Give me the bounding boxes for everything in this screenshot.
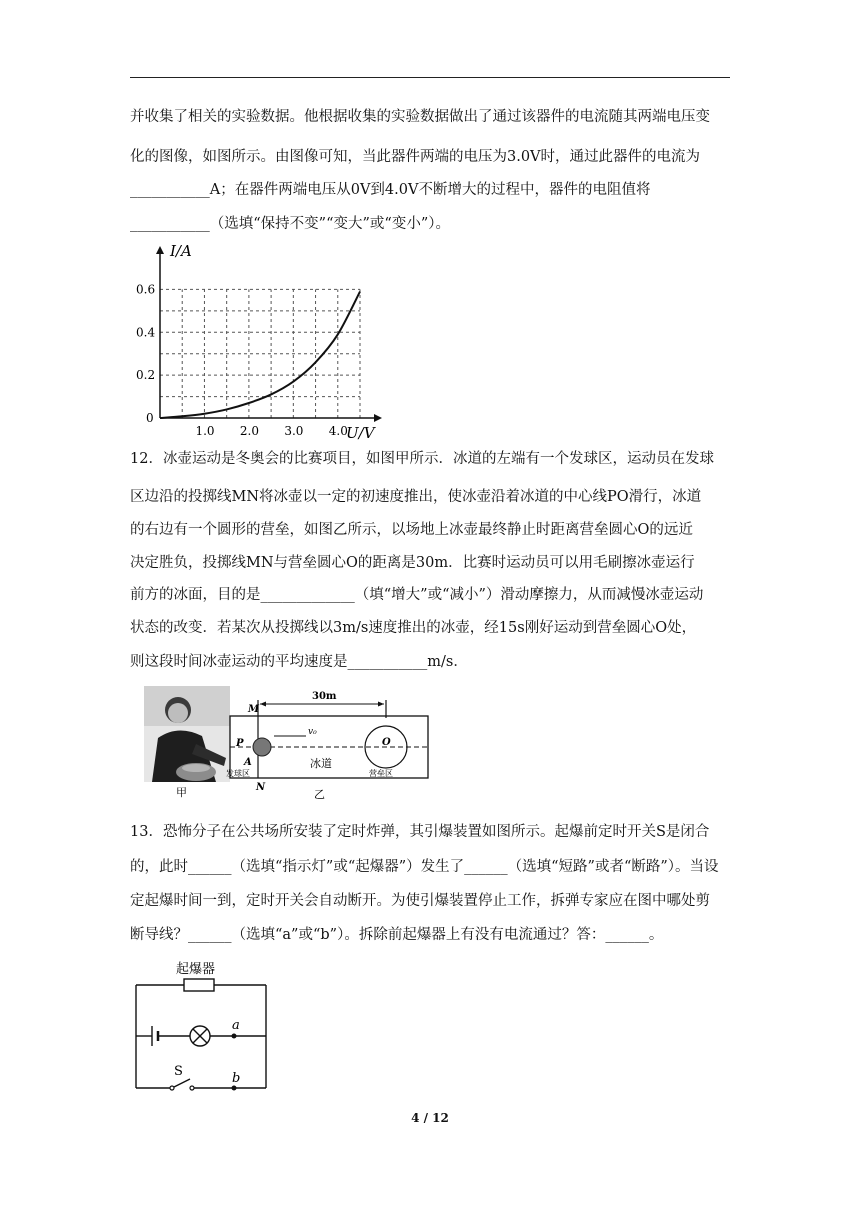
label-b-point: b [232, 1071, 241, 1086]
x-tick-label: 4.0 [328, 424, 348, 438]
x-axis-label: U/V [346, 424, 375, 442]
timer-switch [174, 1079, 190, 1087]
x-tick-label: 1.0 [195, 424, 215, 438]
point-b [232, 1086, 237, 1091]
figure-yi-diagram [224, 686, 434, 804]
q12-line-3: 的右边有一个圆形的营垒，如图乙所示，以场地上冰壶最终静止时距离营垒圆心O的远近 [130, 522, 693, 538]
distance-label: 30m [312, 691, 337, 702]
circuit-diagram [130, 955, 280, 1095]
y-axis-arrow [156, 246, 164, 254]
header-rule [130, 77, 730, 78]
origin-label: 0 [146, 411, 154, 425]
label-o: O [382, 737, 391, 748]
page-number: 4 / 12 [411, 1111, 449, 1125]
switch-label: S [174, 1064, 183, 1079]
q11-line-3: ___________A；在器件两端电压从0V到4.0V不断增大的过程中，器件的电阻值将 [130, 182, 651, 198]
y-tick-label: 0.2 [136, 368, 156, 383]
curling-stone-diagram [253, 738, 271, 756]
label-m: M [248, 704, 260, 715]
q13-line-3: 定起爆时间一到，定时开关会自动断开。为使引爆装置停止工作，拆弹专家应在图中哪处剪 [130, 893, 710, 909]
label-p: P [236, 738, 244, 749]
label-lane: 冰道 [310, 757, 332, 770]
q12-line-7: 则这段时间冰壶运动的平均速度是___________m/s． [130, 654, 468, 670]
q13-line-1: 13．恐怖分子在公共场所安装了定时炸弹，其引爆装置如图所示。起爆前定时开关S是闭合 [130, 824, 710, 840]
q13-line-4: 断导线？______（选填“a”或“b”）。拆除前起爆器上有没有电流通过？答：______。 [130, 927, 664, 943]
caption-yi: 乙 [314, 788, 325, 801]
x-tick-label: 2.0 [239, 424, 259, 438]
q11-line-2: 化的图像，如图所示。由图像可知，当此器件两端的电压为3.0V时，通过此器件的电流为 [130, 149, 701, 165]
detonator-resistor [184, 979, 214, 991]
q12-line-2: 区边沿的投掷线MN将冰壶以一定的初速度推出，使冰壶沿着冰道的中心线PO滑行，冰道 [130, 489, 702, 505]
velocity-label: v₀ [308, 727, 317, 737]
y-tick-label: 0.4 [136, 325, 156, 340]
y-axis-label: I/A [170, 242, 192, 260]
x-tick-label: 3.0 [284, 424, 304, 438]
point-a [232, 1034, 237, 1039]
label-start-zone: 发球区 [226, 769, 250, 778]
detonator-label: 起爆器 [176, 962, 216, 977]
iu-chart [130, 242, 375, 445]
y-tick-label: 0.6 [136, 282, 156, 297]
q12-line-1: 12．冰壶运动是冬奥会的比赛项目，如图甲所示．冰道的左端有一个发球区，运动员在发球 [130, 451, 714, 467]
q12-line-5: 前方的冰面，目的是_____________（填“增大”或“减小”）滑动摩擦力，从而减慢冰壶运动 [130, 587, 704, 603]
label-house-zone: 营垒区 [369, 769, 393, 778]
label-n: N [256, 782, 266, 793]
caption-jia: 甲 [176, 786, 187, 799]
q11-line-4: ___________（选填“保持不变”“变大”或“变小”）。 [130, 216, 450, 232]
label-a: A [244, 757, 252, 768]
chart-ticks [136, 282, 348, 438]
q13-line-2: 的，此时______（选填“指示灯”或“起爆器”）发生了______（选填“短路”或者“断路”）。当设 [130, 859, 719, 875]
label-a-point: a [232, 1018, 240, 1033]
q12-line-6: 状态的改变．若某次从投掷线以3m/s速度推出的冰壶，经15s刚好运动到营垒圆心O处， [130, 620, 697, 636]
figure-jia-photo [144, 686, 234, 799]
x-axis-arrow [374, 414, 382, 422]
q11-line-1: 并收集了相关的实验数据。他根据收集的实验数据做出了通过该器件的电流随其两端电压变 [130, 109, 710, 125]
q12-line-4: 决定胜负，投掷线MN与营垒圆心O的距离是30m．比赛时运动员可以用毛刷擦冰壶运行 [130, 555, 695, 571]
